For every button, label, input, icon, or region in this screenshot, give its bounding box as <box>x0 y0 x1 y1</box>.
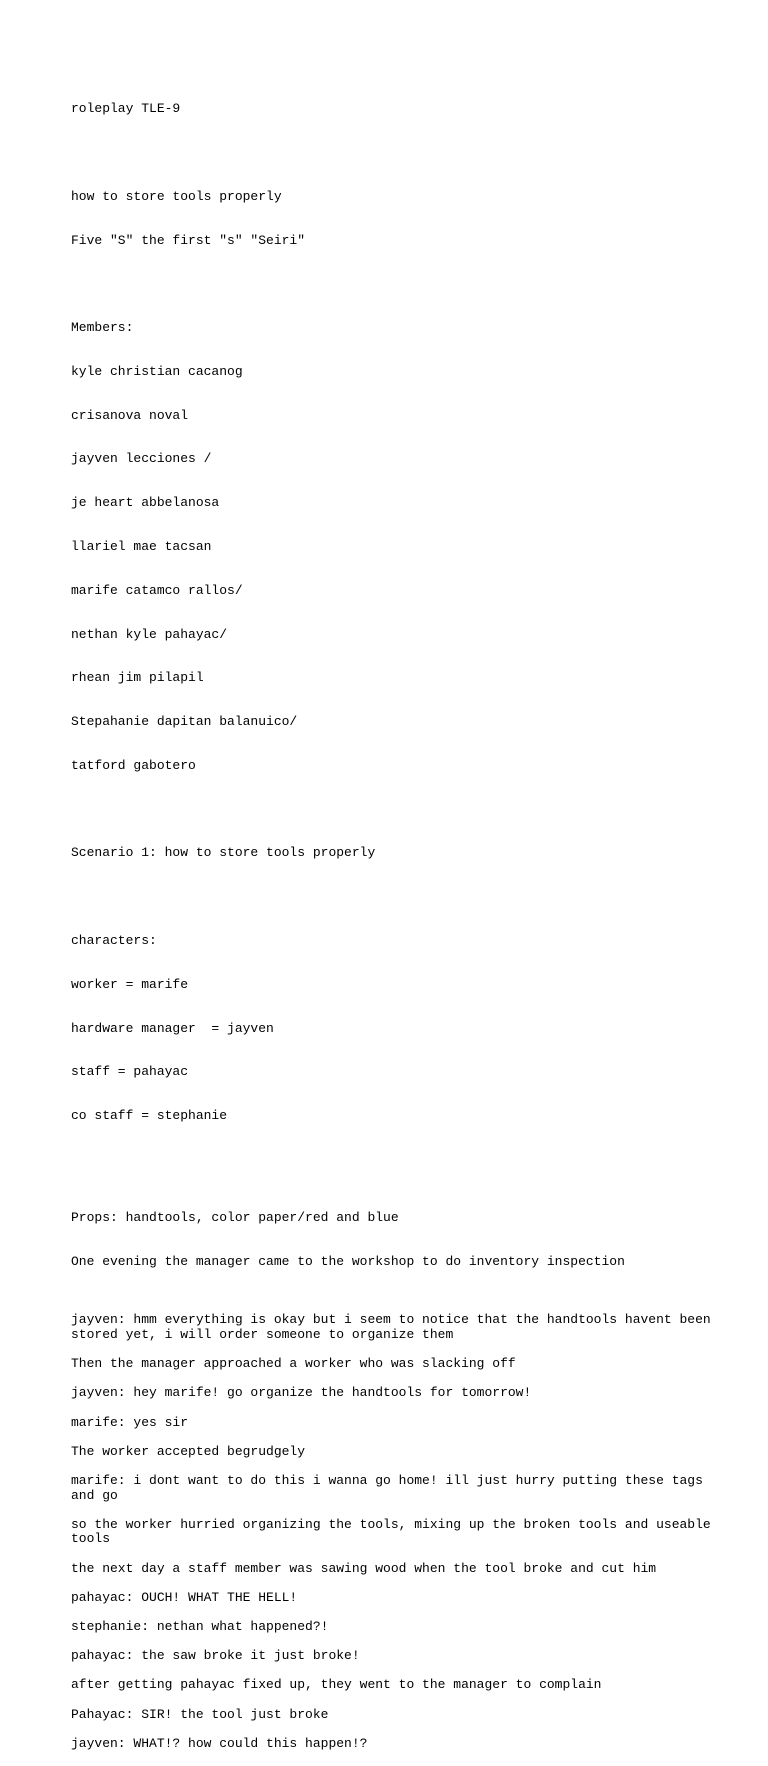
member-name: rhean jim pilapil <box>71 670 204 686</box>
topic-block <box>71 161 711 278</box>
story-paragraph: the next day a staff member was sawing wood when the tool broke and cut him <box>71 1560 657 1576</box>
story-paragraph: The worker accepted begrudgely <box>71 1443 306 1459</box>
topic-line: Five "S" the first "s" "Seiri" <box>71 232 306 248</box>
scenario-block <box>71 817 711 890</box>
story-paragraph: jayven: hmm everything is okay but i seem to notice that the handtools havent been stored yet, i will order someone to organize them <box>71 1312 719 1343</box>
member-name: jayven lecciones / <box>71 451 212 467</box>
story-paragraph: after getting pahayac fixed up, they went to the manager to complain <box>71 1677 602 1693</box>
story-paragraph: so the worker hurried organizing the tools, mixing up the broken tools and useable tools <box>71 1516 719 1547</box>
props-line: Props: handtools, color paper/red and blue <box>71 1210 399 1226</box>
character-line: co staff = stephanie <box>71 1108 228 1124</box>
story-paragraph: Then the manager approached a worker who was slacking off <box>71 1356 516 1372</box>
scenario-heading: Scenario 1: how to store tools properly <box>71 845 376 861</box>
members-heading: Members: <box>71 320 134 336</box>
members-block <box>71 292 711 803</box>
topic-line: how to store tools properly <box>71 188 282 204</box>
character-line: hardware manager = jayven <box>71 1020 274 1036</box>
document-body <box>71 73 719 1766</box>
story-paragraph: marife: yes sir <box>71 1414 189 1430</box>
character-line: worker = marife <box>71 976 189 992</box>
character-line: staff = pahayac <box>71 1064 189 1080</box>
characters-block <box>71 905 711 1153</box>
story-paragraph: pahayac: OUCH! WHAT THE HELL! <box>71 1589 298 1605</box>
member-name: marife catamco rallos/ <box>71 582 243 598</box>
characters-heading: characters: <box>71 933 157 949</box>
member-name: je heart abbelanosa <box>71 495 220 511</box>
story-paragraph: Pahayac: SIR! the tool just broke <box>71 1706 329 1722</box>
member-name: nethan kyle pahayac/ <box>71 626 228 642</box>
story-paragraph: jayven: hey marife! go organize the handtools for tomorrow! <box>71 1385 532 1401</box>
blank-line <box>71 1168 711 1183</box>
story-paragraph: One evening the manager came to the workshop to do inventory inspection <box>71 1254 625 1270</box>
member-name: tatford gabotero <box>71 757 196 773</box>
title-block <box>71 73 711 146</box>
story-paragraph: jayven: WHAT!? how could this happen!? <box>71 1735 368 1751</box>
member-name: crisanova noval <box>71 407 189 423</box>
story-paragraph: marife: i dont want to do this i wanna go home! ill just hurry putting these tags and go <box>71 1473 711 1503</box>
document-title: roleplay TLE-9 <box>71 101 181 117</box>
member-name: llariel mae tacsan <box>71 539 212 554</box>
story-paragraph: stephanie: nethan what happened?! <box>71 1618 329 1634</box>
member-name: Stepahanie dapitan balanuico/ <box>71 714 298 730</box>
props-block <box>71 1182 711 1299</box>
member-name: kyle christian cacanog <box>71 363 243 379</box>
story-paragraph: pahayac: the saw broke it just broke! <box>71 1648 360 1664</box>
